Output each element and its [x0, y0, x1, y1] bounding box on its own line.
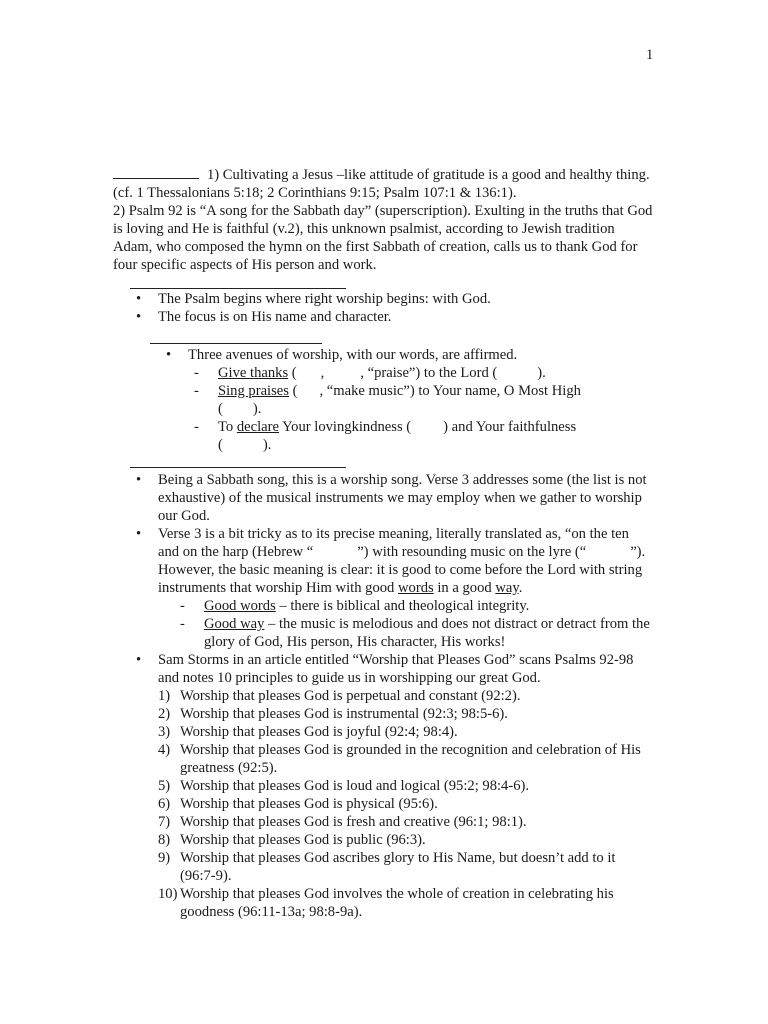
text: (: [218, 437, 223, 453]
text: ,: [320, 365, 325, 381]
text: Sam Storms in an article entitled “Worship that Pleases God” scans Psalms 92-98 and notes 10 principles to guide us in worshipping our great God.: [158, 652, 634, 686]
intro-paragraph-1: [113, 164, 653, 202]
text: ).: [262, 437, 272, 453]
text: 2): [158, 706, 171, 722]
text: in a good: [437, 580, 492, 596]
text: 7): [158, 814, 171, 830]
intro-paragraph-2: 2) Psalm 92 is “A song for the Sabbath day” (superscription). Exulting in the truths that God is loving and He is faithful (v.2), this unknown psalmist, according to Jewish tradition Adam, who composed the hymn on the first Sabbath of creation, calls us to thank God for four specific aspects of His person and work.: [113, 203, 653, 273]
section3-bullet: [130, 651, 650, 921]
text: ).: [252, 401, 262, 417]
text: ) and Your faithfulness: [443, 419, 577, 435]
text: Worship that pleases God is physical (95:6).: [180, 796, 438, 812]
text: (: [292, 383, 298, 399]
page-number: 1: [646, 47, 654, 63]
principle-item: [158, 777, 650, 795]
avenue-item: [188, 418, 630, 454]
text: .: [518, 580, 523, 596]
text: 5): [158, 778, 171, 794]
section1-bullet: • The focus is on His name and character.: [130, 308, 650, 326]
text: 4): [158, 742, 171, 758]
heading-blank-line: [130, 467, 346, 468]
good-terms-list: [174, 597, 650, 651]
principles-list: [158, 687, 650, 921]
text: Worship that pleases God is public (96:3).: [180, 832, 426, 848]
text: , “make music”) to Your name, O Most High: [319, 383, 581, 399]
principle-item: [158, 831, 650, 849]
text: Worship that pleases God ascribes glory to His Name, but doesn’t add to it (96:7-9).: [180, 850, 616, 884]
text: ”) with resounding music on the lyre (“: [357, 544, 587, 560]
text: , “praise”) to the Lord (: [360, 365, 498, 381]
text: Verse 3 is a bit tricky as to its precise meaning, literally translated as, “on the ten and on the harp (Hebrew “: [158, 526, 629, 560]
principle-item: [158, 795, 650, 813]
avenue-item: [188, 382, 630, 418]
principle-item: [158, 705, 650, 723]
avenue-verb: declare: [236, 419, 279, 435]
good-term-item: [174, 597, 650, 615]
text: Worship that pleases God is loud and logical (95:2; 98:4-6).: [180, 778, 530, 794]
text: 1): [158, 688, 171, 704]
text: Worship that pleases God is perpetual and constant (92:2).: [180, 688, 521, 704]
principle-item: [158, 741, 650, 777]
text: Worship that pleases God is joyful (92:4; 98:4).: [180, 724, 458, 740]
text: Worship that pleases God is fresh and creative (96:1; 98:1).: [180, 814, 527, 830]
section1-bullet: • The Psalm begins where right worship begins: with God.: [130, 290, 650, 308]
text: Worship that pleases God is instrumental (92:3; 98:5-6).: [180, 706, 508, 722]
avenue-item: [188, 364, 630, 382]
text: – the music is melodious and does not distract or detract from the glory of God, His person, His character, His works!: [204, 616, 650, 650]
text: 8): [158, 832, 171, 848]
section2-list: [160, 346, 630, 454]
principle-item: [158, 813, 650, 831]
underlined-term: way: [495, 580, 519, 596]
avenues-list: [188, 364, 630, 454]
section2-bullet: [160, 346, 630, 454]
heading-blank-line: [130, 288, 346, 289]
text: Worship that pleases God involves the whole of creation in celebrating his goodness (96:11-13a; 98:8-9a).: [180, 886, 614, 920]
section3-bullet: • Being a Sabbath song, this is a worship song. Verse 3 addresses some (the list is not exhaustive) of the musical instruments we may employ when we gather to worship our God.: [130, 471, 650, 525]
section1-list: [130, 290, 650, 326]
fill-in-blank: [113, 164, 199, 179]
text: 6): [158, 796, 171, 812]
intro-section: [113, 164, 653, 274]
principle-item: [158, 885, 650, 921]
text: 3): [158, 724, 171, 740]
text: ”). However, the basic meaning is clear: it is good to come before the Lord with string instruments that worship Him with good: [158, 544, 646, 596]
good-term-item: [174, 615, 650, 651]
principle-item: [158, 849, 650, 885]
principle-item: [158, 723, 650, 741]
text: 9): [158, 850, 171, 866]
avenue-verb: Sing praises: [218, 383, 289, 399]
underlined-term: Good words: [204, 598, 276, 614]
text: – there is biblical and theological integrity.: [275, 598, 530, 614]
avenue-verb: Give thanks: [218, 365, 289, 381]
text: (: [218, 401, 223, 417]
subheading-blank-line: [150, 343, 322, 344]
intro-text-1: 1) Cultivating a Jesus –like attitude of gratitude is a good and healthy thing. (cf. 1 Thessalonians 5:18; 2 Corinthians 9:15; Psalm 107:1 & 136:1).: [113, 167, 650, 201]
section3-bullet: [130, 525, 650, 651]
text: 10): [158, 886, 178, 902]
section3-list: [130, 471, 650, 921]
underlined-term: words: [398, 580, 434, 596]
text: To: [218, 419, 234, 435]
section2-bullet-text: Three avenues of worship, with our words, are affirmed.: [188, 347, 518, 363]
text: (: [291, 365, 297, 381]
text: Worship that pleases God is grounded in the recognition and celebration of His greatness (92:5).: [180, 742, 641, 776]
underlined-term: Good way: [204, 616, 265, 632]
text: ).: [537, 365, 546, 381]
principle-item: [158, 687, 650, 705]
text: Your lovingkindness (: [282, 419, 412, 435]
